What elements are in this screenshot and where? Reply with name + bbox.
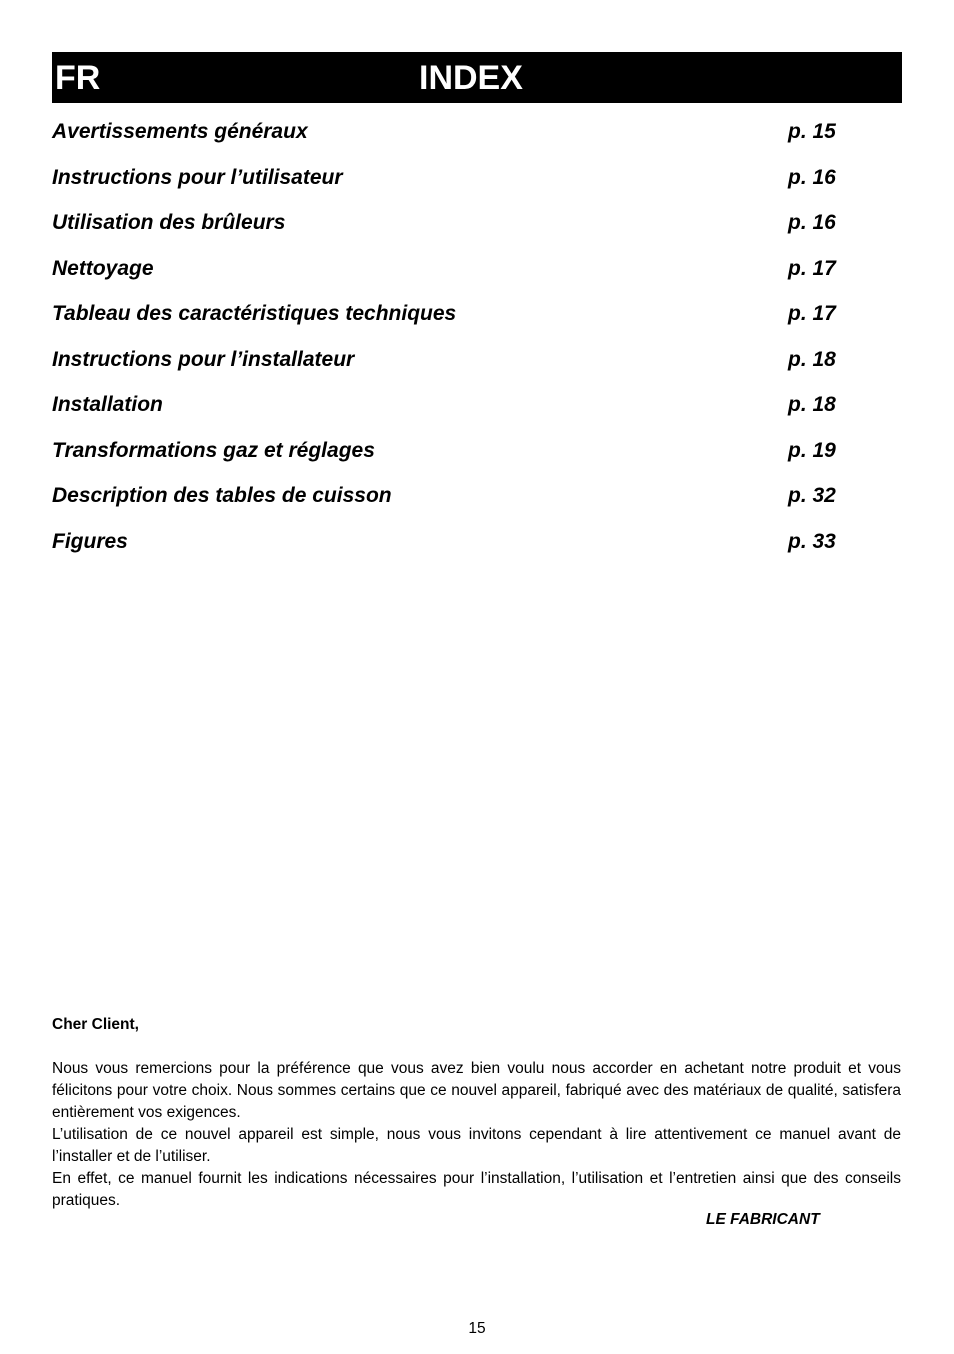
toc-entry[interactable] (52, 252, 852, 298)
toc-entry-label: Tableau des caractéristiques techniques (52, 302, 457, 325)
page-number: 15 (468, 1320, 486, 1337)
toc-entry[interactable] (52, 343, 852, 389)
toc-entry[interactable] (52, 388, 852, 434)
toc-entry-page: p. 18 (788, 393, 836, 416)
language-code: FR (55, 59, 101, 97)
toc-entry-label: Installation (52, 393, 163, 416)
toc-entry-page: p. 18 (788, 347, 836, 371)
letter-greeting: Cher Client, (52, 1016, 139, 1033)
toc-entry[interactable] (52, 297, 852, 343)
letter-paragraph: En effet, ce manuel fournit les indications nécessaires pour l’installation, l’utilisation et l’entretien ainsi que des conseils pratiques. (52, 1170, 901, 1209)
toc-entry-page: p. 19 (788, 438, 836, 462)
toc-entry-page: p. 32 (788, 484, 836, 507)
toc-entry-page: p. 17 (788, 302, 836, 325)
header-bar (52, 52, 902, 103)
toc-entry[interactable] (52, 115, 852, 161)
table-of-contents (52, 115, 852, 570)
toc-entry-label: Description des tables de cuisson (52, 484, 392, 507)
letter-paragraph: L’utilisation de ce nouvel appareil est simple, nous vous invitons cependant à lire attentivement ce manuel avant de l’installer et de l’utiliser. (52, 1126, 901, 1165)
toc-entry-page: p. 33 (788, 529, 836, 553)
toc-entry[interactable] (52, 479, 852, 525)
toc-entry[interactable] (52, 161, 852, 207)
toc-entry[interactable] (52, 206, 852, 252)
toc-entry-label: Transformations gaz et réglages (52, 438, 375, 462)
toc-entry-page: p. 16 (788, 211, 836, 234)
toc-entry-label: Nettoyage (52, 256, 154, 280)
toc-entry-label: Instructions pour l’utilisateur (52, 165, 343, 189)
customer-letter (52, 1014, 901, 1212)
toc-entry[interactable] (52, 525, 852, 571)
page-title: INDEX (419, 59, 523, 97)
toc-entry-page: p. 17 (788, 256, 836, 280)
toc-entry-label: Instructions pour l’installateur (52, 347, 355, 371)
letter-paragraph: Nous vous remercions pour la préférence que vous avez bien voulu nous accorder en achetant notre produit et vous félicitons pour votre choix. Nous sommes certains que ce nouvel appareil, fabriqué avec des matériaux de qualité, satisfera entièrement vos exigences. (52, 1060, 901, 1121)
toc-entry-page: p. 16 (788, 165, 836, 189)
toc-entry[interactable] (52, 434, 852, 480)
letter-signature: LE FABRICANT (706, 1211, 820, 1228)
toc-entry-label: Figures (52, 529, 128, 553)
toc-entry-label: Avertissements généraux (52, 120, 308, 143)
toc-entry-label: Utilisation des brûleurs (52, 211, 286, 234)
toc-entry-page: p. 15 (788, 120, 836, 143)
